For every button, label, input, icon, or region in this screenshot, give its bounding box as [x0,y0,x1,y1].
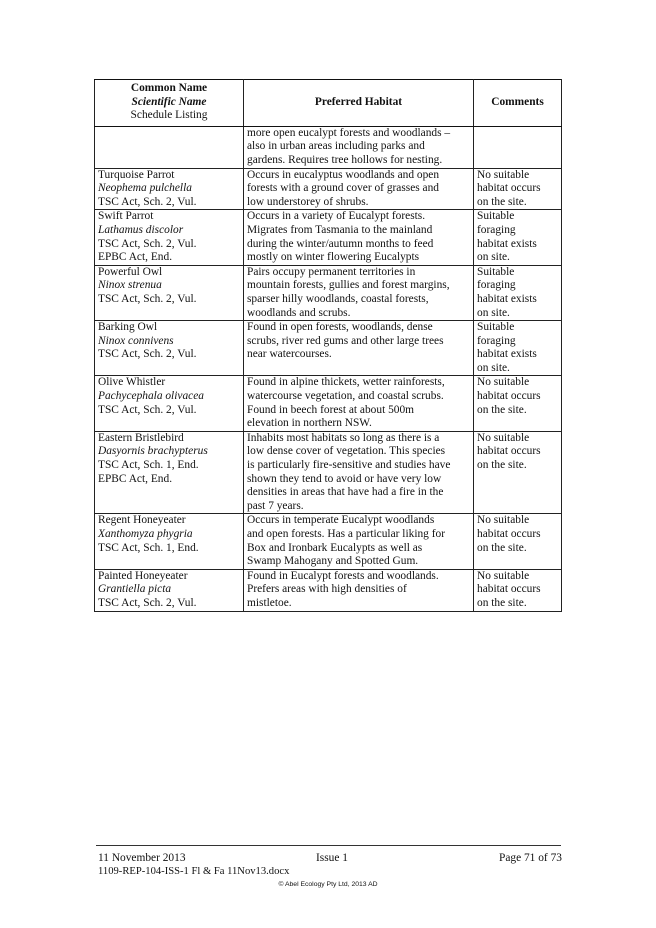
comment-line: on site. [477,306,510,319]
comment-line: on the site. [477,403,527,416]
header-preferred-habitat: Preferred Habitat [244,80,474,127]
species-cell [95,376,244,431]
comments-cell [474,265,562,320]
comment-line: No suitable [477,514,530,527]
habitat-line: also in urban areas including parks and [247,140,425,153]
habitat-line: forests with a ground cover of grasses and [247,182,440,195]
schedule-listing: TSC Act, Sch. 2, Vul. [98,237,197,250]
common-name: Painted Honeyeater [98,569,188,582]
comment-line: No suitable [477,569,530,582]
habitat-line: mountain forests, gullies and forest margins, [247,279,450,292]
habitat-line: low understorey of shrubs. [247,195,369,208]
comment-line: habitat occurs [477,583,541,596]
habitat-line: shown they tend to avoid or have very low [247,472,442,485]
schedule-listing: TSC Act, Sch. 2, Vul. [98,596,197,609]
schedule-listing: TSC Act, Sch. 2, Vul. [98,403,197,416]
table-body [95,126,562,611]
schedule-listing: EPBC Act, End. [98,251,173,264]
comment-line: on the site. [477,596,527,609]
habitat-line: and open forests. Has a particular liking for [247,528,446,540]
table-row-continuation [95,126,562,168]
comment-line: No suitable [477,431,530,444]
comment-line: Suitable [477,265,515,278]
species-cell [95,126,244,168]
scientific-name: Xanthomyza phygria [98,528,193,540]
species-cell [95,569,244,611]
common-name: Turquoise Parrot [98,168,175,181]
habitat-line: during the winter/autumn months to feed [247,237,434,250]
habitat-line: watercourse vegetation, and coastal scrubs. [247,390,444,403]
footer-copyright: © Abel Ecology Pty Ltd, 2013 AD [278,881,378,888]
header-scientific-name: Scientific Name [131,95,207,108]
habitat-line: densities in areas that have had a fire in the [247,486,444,499]
habitat-cell [244,265,474,320]
common-name: Regent Honeyeater [98,514,186,527]
comment-line: on the site. [477,541,527,554]
schedule-listing: TSC Act, Sch. 1, End. [98,541,199,554]
habitat-cell [244,168,474,210]
habitat-line: mistletoe. [247,596,292,609]
comments-cell [474,514,562,569]
scientific-name: Ninox connivens [98,334,174,347]
habitat-line: Swamp Mahogany and Spotted Gum. [247,555,419,568]
common-name: Eastern Bristlebird [98,431,184,444]
comment-line: on the site. [477,459,527,472]
habitat-line: sparser hilly woodlands, coastal forests, [247,292,429,305]
species-table [94,79,562,612]
scientific-name: Neophema pulchella [98,182,192,195]
comments-cell [474,431,562,514]
header-common-name: Common Name [130,82,208,94]
comments-cell [474,321,562,376]
comment-line: on the site. [477,195,527,208]
comment-line: foraging [477,223,516,236]
habitat-line: Occurs in a variety of Eucalypt forests. [247,210,426,223]
habitat-line: past 7 years. [247,499,304,512]
comment-line: habitat exists [477,348,537,361]
schedule-listing: TSC Act, Sch. 2, Vul. [98,348,197,361]
comment-line: foraging [477,279,516,292]
comment-line: Suitable [477,210,515,223]
habitat-line: gardens. Requires tree hollows for nesting. [247,153,443,166]
habitat-line: Prefers areas with high densities of [247,583,407,596]
species-cell [95,431,244,514]
comments-cell [474,126,562,168]
table-row [95,265,562,320]
habitat-line: woodlands and scrubs. [247,306,351,319]
comment-line: on site. [477,251,510,264]
common-name: Olive Whistler [98,376,166,389]
footer-page-number: Page 71 of 73 [499,852,562,864]
footer-date: 11 November 2013 [98,852,186,864]
habitat-line: Migrates from Tasmania to the mainland [247,223,433,236]
header-species-column [95,80,244,127]
habitat-line: Found in alpine thickets, wetter rainforests, [247,376,445,389]
comment-line: No suitable [477,376,530,389]
scientific-name: Dasyornis brachypterus [98,445,208,458]
comment-line: on site. [477,361,510,374]
comments-cell [474,210,562,265]
scientific-name: Pachycephala olivacea [98,390,204,403]
comments-cell [474,569,562,611]
comment-line: foraging [477,334,516,347]
header-comments: Comments [474,80,562,127]
habitat-line: Found in open forests, woodlands, dense [247,321,433,334]
habitat-cell [244,210,474,265]
habitat-cell [244,431,474,514]
scientific-name: Lathamus discolor [98,223,184,236]
table-row [95,514,562,569]
comments-cell [474,376,562,431]
habitat-line: mostly on winter flowering Eucalypts [247,251,420,264]
common-name: Powerful Owl [98,265,163,278]
common-name: Swift Parrot [98,210,154,223]
schedule-listing: TSC Act, Sch. 1, End. [98,459,199,472]
table-row [95,321,562,376]
comment-line: habitat occurs [477,445,541,458]
habitat-line: Occurs in temperate Eucalypt woodlands [247,514,435,527]
schedule-listing: TSC Act, Sch. 2, Vul. [98,292,197,305]
table-row [95,168,562,210]
comment-line: habitat occurs [477,528,541,540]
footer-rule [96,845,561,846]
habitat-cell [244,376,474,431]
header-schedule-listing: Schedule Listing [130,109,208,122]
schedule-listing: EPBC Act, End. [98,472,173,485]
habitat-line: Inhabits most habitats so long as there is a [247,431,440,444]
habitat-line: Found in Eucalypt forests and woodlands. [247,569,439,582]
habitat-line: scrubs, river red gums and other large trees [247,334,444,347]
scientific-name: Grantiella picta [98,583,172,596]
species-cell [95,265,244,320]
common-name: Barking Owl [98,321,158,334]
species-cell [95,321,244,376]
habitat-line: is particularly fire-sensitive and studies have [247,459,451,472]
habitat-line: elevation in northern NSW. [247,417,372,430]
table-row [95,569,562,611]
habitat-cell [244,126,474,168]
species-cell [95,514,244,569]
habitat-line: Box and Ironbark Eucalypts as well as [247,541,423,554]
comment-line: Suitable [477,321,515,334]
species-cell [95,210,244,265]
comment-line: habitat exists [477,292,537,305]
habitat-line: Found in beech forest at about 500m [247,403,415,416]
comments-cell [474,168,562,210]
habitat-line: low dense cover of vegetation. This species [247,445,446,458]
comment-line: habitat exists [477,237,537,250]
habitat-line: Pairs occupy permanent territories in [247,265,416,278]
table-header [95,80,562,127]
footer-file-name: 1109-REP-104-ISS-1 Fl & Fa 11Nov13.docx [98,866,290,877]
comment-line: No suitable [477,168,530,181]
habitat-line: Occurs in eucalyptus woodlands and open [247,168,440,181]
schedule-listing: TSC Act, Sch. 2, Vul. [98,195,197,208]
comment-line: habitat occurs [477,390,541,403]
comment-line: habitat occurs [477,182,541,195]
habitat-cell [244,569,474,611]
habitat-line: near watercourses. [247,348,332,361]
footer-issue: Issue 1 [316,852,348,864]
table-row [95,210,562,265]
habitat-cell [244,321,474,376]
habitat-line: more open eucalypt forests and woodlands – [247,126,451,139]
table-row [95,431,562,514]
habitat-cell [244,514,474,569]
species-cell [95,168,244,210]
scientific-name: Ninox strenua [98,279,162,292]
table-row [95,376,562,431]
